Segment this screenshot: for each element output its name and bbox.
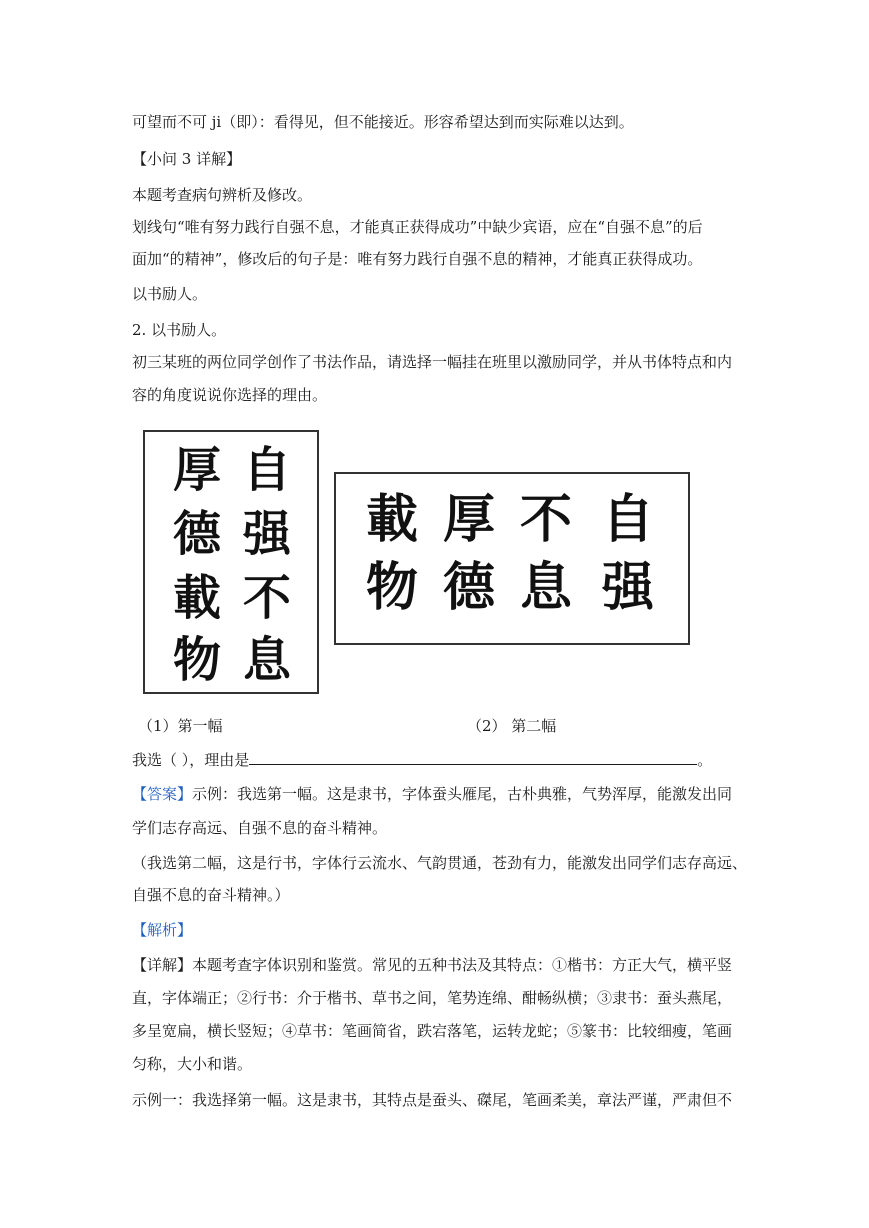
calligraphy-char: 不 bbox=[242, 570, 291, 626]
fill-in-suffix: 。 bbox=[697, 751, 713, 769]
calligraphy-char: 自 bbox=[242, 442, 291, 498]
text-line: 本题考查病句辨析及修改。 bbox=[132, 186, 313, 204]
analysis-line: 多呈宽扁，横长竖短；④草书：笔画简省，跌宕落笔，运转龙蛇；⑤篆书：比较细瘦，笔画 bbox=[132, 1022, 733, 1040]
calligraphy-artwork-1 bbox=[143, 430, 319, 694]
text-line: 容的角度说说你选择的理由。 bbox=[132, 386, 328, 404]
question-title: 2. 以书励人。 bbox=[132, 321, 227, 339]
calligraphy-char: 息 bbox=[519, 557, 572, 618]
text-line: 初三某班的两位同学创作了书法作品，请选择一幅挂在班里以激励同学，并从书体特点和内 bbox=[132, 353, 733, 371]
calligraphy-char: 載 bbox=[172, 570, 221, 626]
text-line: 面加“的精神”，修改后的句子是：唯有努力践行自强不息的精神，才能真正获得成功。 bbox=[132, 250, 703, 268]
section-heading: 【小问 3 详解】 bbox=[132, 150, 242, 168]
answer-line: （我选第二幅，这是行书，字体行云流水、气韵贯通，苍劲有力，能激发出同学们志存高远、 bbox=[132, 854, 748, 872]
text-line: 以书励人。 bbox=[132, 285, 208, 303]
calligraphy-char: 物 bbox=[172, 632, 221, 688]
analysis-tag: 【解析】 bbox=[132, 921, 193, 939]
analysis-line: 直，字体端正；②行书：介于楷书、草书之间，笔势连绵、酣畅纵横；③隶书：蚕头燕尾， bbox=[132, 989, 733, 1007]
calligraphy-char: 息 bbox=[242, 632, 291, 688]
calligraphy-char: 厚 bbox=[442, 489, 495, 550]
answer-blank[interactable] bbox=[249, 750, 697, 765]
calligraphy-char: 不 bbox=[519, 489, 572, 550]
text-line: 划线句“唯有努力践行自强不息，才能真正获得成功”中缺少宾语，应在“自强不息”的后 bbox=[132, 218, 703, 236]
fill-in-prompt bbox=[132, 750, 712, 770]
calligraphy-char: 德 bbox=[442, 557, 495, 618]
caption-artwork-1: （1）第一幅 bbox=[138, 717, 223, 735]
calligraphy-char: 自 bbox=[601, 489, 654, 550]
analysis-line: 【详解】本题考查字体识别和鉴赏。常见的五种书法及其特点：①楷书：方正大气，横平竖 bbox=[132, 956, 733, 974]
calligraphy-char: 强 bbox=[601, 557, 654, 618]
answer-text: 示例：我选第一幅。这是隶书，字体蚕头雁尾，古朴典雅，气势浑厚，能激发出同 bbox=[192, 785, 733, 803]
calligraphy-char: 厚 bbox=[172, 442, 221, 498]
calligraphy-char: 强 bbox=[242, 506, 291, 562]
analysis-line: 匀称，大小和谐。 bbox=[132, 1055, 253, 1073]
answer-line: 自强不息的奋斗精神。） bbox=[132, 886, 290, 904]
caption-artwork-2: （2） 第二幅 bbox=[467, 717, 557, 735]
answer-line: 学们志存高远、自强不息的奋斗精神。 bbox=[132, 819, 388, 837]
calligraphy-char: 載 bbox=[365, 489, 418, 550]
calligraphy-char: 德 bbox=[172, 506, 221, 562]
calligraphy-char: 物 bbox=[365, 557, 418, 618]
calligraphy-artwork-2 bbox=[334, 472, 690, 645]
analysis-line: 示例一：我选择第一幅。这是隶书，其特点是蚕头、磔尾，笔画柔美，章法严谨，严肃但不 bbox=[132, 1091, 733, 1109]
fill-in-prefix: 我选（ ），理由是 bbox=[132, 751, 250, 769]
answer-line bbox=[132, 784, 732, 804]
answer-tag: 【答案】 bbox=[132, 785, 193, 803]
text-line: 可望而不可 ji（即）：看得见，但不能接近。形容希望达到而实际难以达到。 bbox=[132, 113, 634, 131]
